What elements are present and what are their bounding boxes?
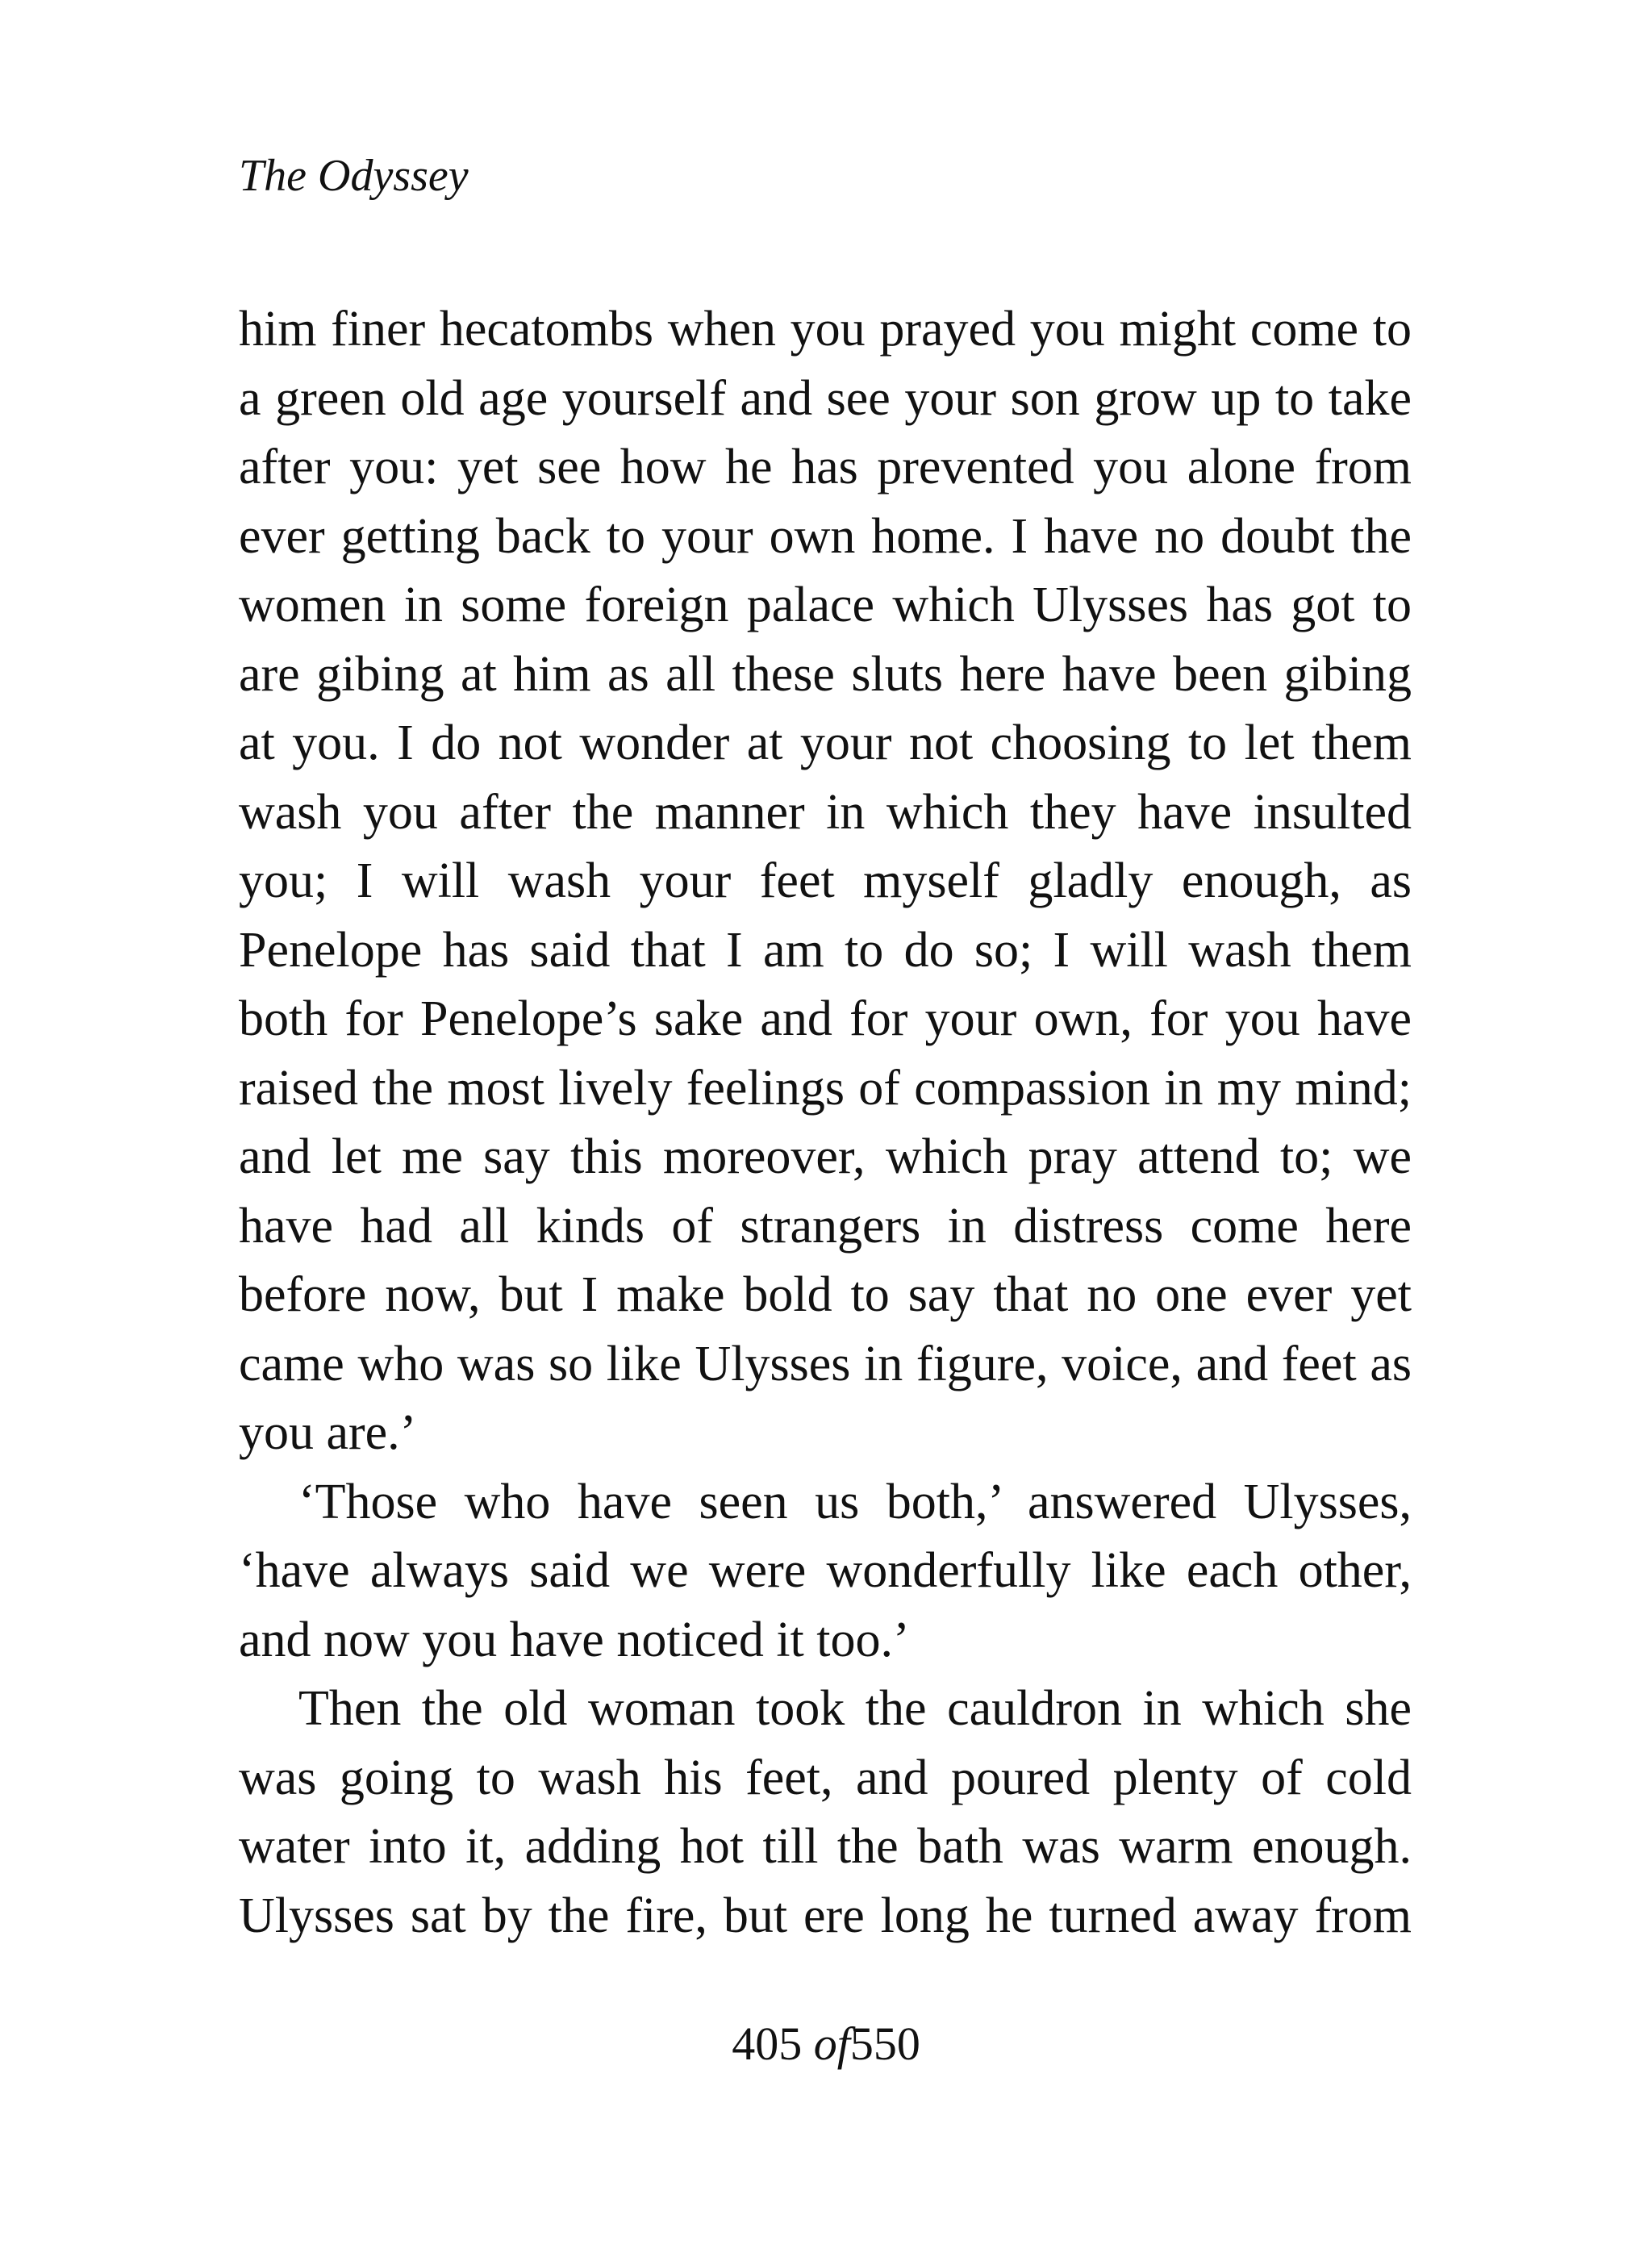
text-line: him finer hecatombs when you prayed you might come to xyxy=(239,302,1412,357)
text-line: and let me say this moreover, which pray attend to; we xyxy=(239,1129,1412,1184)
current-page-number: 405 xyxy=(732,2017,803,2070)
text-line: after you: yet see how he has prevented you alone from xyxy=(239,440,1412,494)
text-line: before now, but I make bold to say that no one ever yet xyxy=(239,1267,1412,1322)
text-line: have had all kinds of strangers in distress come here xyxy=(239,1198,1412,1254)
text-line: you; I will wash your feet myself gladly enough, as xyxy=(239,853,1412,908)
text-line-paragraph-start: ‘Those who have seen us both,’ answered Ulysses, xyxy=(298,1474,1412,1529)
page-of-label: of xyxy=(813,2017,850,2070)
text-line: a green old age yourself and see your son grow up to take xyxy=(239,370,1412,426)
text-line: raised the most lively feelings of compassion in my mind; xyxy=(239,1060,1412,1116)
page-number xyxy=(0,2015,1652,2073)
body-text xyxy=(239,295,1412,1951)
text-line-paragraph-start: Then the old woman took the cauldron in which she xyxy=(298,1681,1412,1736)
text-line: are gibing at him as all these sluts here have been gibing xyxy=(239,646,1412,702)
text-line: ‘have always said we were wonderfully like each other, xyxy=(239,1543,1412,1598)
text-line: came who was so like Ulysses in figure, voice, and feet as xyxy=(239,1336,1412,1391)
text-line: at you. I do not wonder at your not choosing to let them xyxy=(239,716,1412,770)
text-line: women in some foreign palace which Ulysses has got to xyxy=(239,578,1412,632)
text-line-paragraph-end: you are.’ xyxy=(239,1405,417,1460)
text-line: Penelope has said that I am to do so; I will wash them xyxy=(239,922,1412,978)
text-line-paragraph-end: and now you have noticed it too.’ xyxy=(239,1612,910,1667)
running-header-title: The Odyssey xyxy=(239,151,469,201)
text-line: ever getting back to your own home. I have no doubt the xyxy=(239,508,1412,564)
text-line: wash you after the manner in which they have insulted xyxy=(239,784,1412,840)
total-pages-number: 550 xyxy=(849,2017,920,2070)
text-line: Ulysses sat by the fire, but ere long he turned away from xyxy=(239,1888,1412,1943)
text-line: water into it, adding hot till the bath was warm enough. xyxy=(239,1819,1412,1874)
text-line: was going to wash his feet, and poured plenty of cold xyxy=(239,1750,1412,1805)
text-line: both for Penelope’s sake and for your own, for you have xyxy=(239,991,1412,1046)
